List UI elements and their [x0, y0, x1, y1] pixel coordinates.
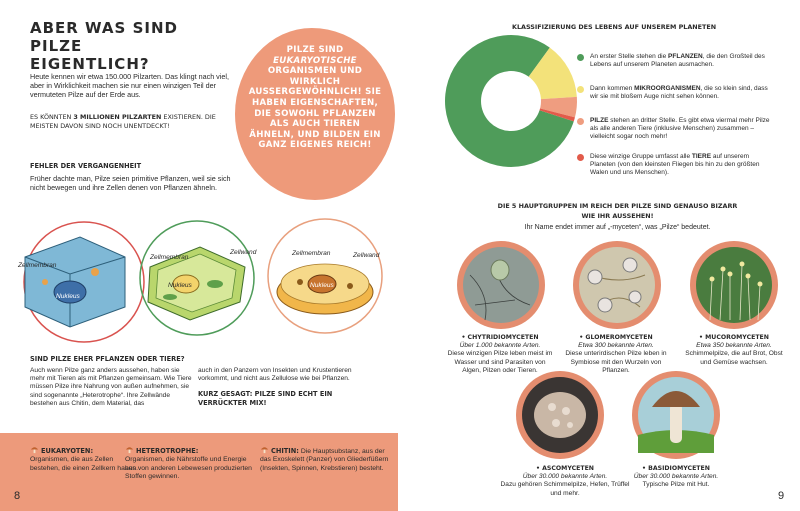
group-desc: Diese winzigen Pilze leben meist im Wasser und sind Parasiten von Algen, Pilzen oder Tieren. [447, 350, 553, 374]
groups-title-line-2: WIE IHR AUSSEHEN! [581, 212, 654, 220]
group-caption-glomeromyceten [561, 334, 671, 375]
group-caption-mucoromyceten [679, 334, 789, 367]
plant-cell-illustration [140, 221, 257, 335]
question-text-1: Auch wenn Pilze ganz anders aussehen, haben sie mehr mit Tieren als mit Pflanzen gemeinsam. Wie Tiere müssen Pilze ihre Nahrung von außen aufnehmen, sie sind sogenannte „Heterotrophe“. Ihre Zellwände bestehen aus Chitin, dem Material, das [30, 367, 192, 407]
millions-post: EXISTIEREN. DIE MEISTEN DAVON SIND NOCH UNENTDECKT! [30, 113, 216, 130]
legend-dot [577, 86, 584, 93]
groups-title-line-1: DIE 5 HAUPTGRUPPEN IM REICH DER PILZE SIND GENAUSO BIZARR [497, 202, 738, 210]
group-count: Über 30.000 bekannte Arten. [522, 473, 608, 481]
blob-post: ORGANISMEN UND WIRKLICH AUSSERGEWÖHNLICH! SIE HABEN EIGENSCHAFTEN, DIE SOWOHL PFLANZEN ALS AUCH TIEREN ÄHNELN, UND BILDEN EIN GANZ EIGENES REICH! [248, 66, 382, 151]
group-desc: Diese unterirdischen Pilze leben in Symbiose mit den Wurzeln von Pflanzen. [565, 350, 667, 374]
legend-bold: PFLANZEN [668, 53, 703, 60]
group-name-text: ASCOMYCETEN [542, 465, 594, 472]
page-title [30, 19, 230, 73]
title-line-1: ABER WAS SIND PILZE [30, 19, 178, 55]
blob-text [248, 45, 382, 151]
legend-dot [577, 118, 584, 125]
glossary-text: Die Hauptsubstanz, aus der das Exoskelett (Panzer) von Gliederfüßern (Insekten, Spinnen, Krebstieren) besteht. [260, 448, 389, 472]
legend-item-tiere [590, 153, 775, 177]
title-line-2: EIGENTLICH? [30, 55, 150, 73]
group-name: • BASIDIOMYCETEN [642, 465, 710, 472]
question-text-2: auch in den Panzern von Insekten und Krustentieren vorkommt, und nicht aus Zellulose wie bei Pflanzen. [198, 367, 352, 383]
label-nukleus-3: Nukleus [310, 282, 334, 289]
legend-dot [577, 54, 584, 61]
legend-post: stehen an dritter Stelle. Es gibt etwa viermal mehr Pilze als alle anderen Tiere (inklusive Menschen) zusammen – vielleicht sogar noch mehr! [590, 117, 770, 141]
page-number-left: 8 [14, 490, 21, 502]
label-zellwand-2: Zellwand [353, 252, 380, 259]
fungus-cell-illustration [268, 219, 382, 333]
label-nukleus-1: Nukleus [56, 293, 80, 300]
glossary-term: HETEROTROPHE: [136, 447, 199, 455]
ascomyceten-illustration [516, 371, 604, 459]
glossary-term: EUKARYOTEN: [41, 447, 94, 455]
group-count: Etwa 350 bekannte Arten. [696, 342, 772, 350]
mushroom-icon [260, 445, 269, 454]
legend-pre: Diese winzige Gruppe umfasst alle [590, 153, 692, 160]
legend-item-mikroorganismen [590, 85, 775, 101]
millions-pre: ES KÖNNTEN [30, 113, 74, 121]
label-zellmembran-3: Zellmembran [292, 250, 331, 257]
group-name: • CHYTRIDIOMYCETEN [461, 334, 539, 341]
legend-post: auf unserem Planeten (von den kleinsten Fliegen bis hin zu den größten Walen und uns Menschen). [590, 153, 760, 177]
page-number-right: 9 [778, 490, 785, 502]
legend-bold: MIKROORGANISMEN [634, 85, 701, 92]
mushroom-icon [30, 445, 39, 454]
group-caption-chytridiomyceten [445, 334, 555, 375]
glossary-text: Organismen, die aus Zellen bestehen, die einen Zellkern haben. [30, 456, 139, 472]
legend-dot [577, 154, 584, 161]
glossary-item-eukaryoten [30, 445, 140, 473]
legend-bold: TIERE [691, 153, 712, 160]
group-name-text: BASIDIOMYCETEN [648, 465, 710, 472]
groups-title [450, 201, 785, 221]
blob-pre: PILZE SIND [286, 45, 344, 55]
group-name-text: MUCOROMYCETEN [705, 334, 769, 341]
question-heading: SIND PILZE EHER PFLANZEN ODER TIERE? [30, 355, 185, 363]
basidiomyceten-illustration [632, 371, 720, 459]
summary-heading: KURZ GESAGT: PILZE SIND ECHT EIN VERRÜCKTER MIX! [198, 390, 333, 407]
glossary-item-chitin [260, 445, 390, 473]
fungal-cell-illustration [24, 222, 144, 342]
glossary-item-heterotrophe [125, 445, 255, 482]
glossary-term: CHITIN: [271, 447, 299, 455]
past-heading: FEHLER DER VERGANGENHEIT [30, 162, 142, 170]
group-name-text: GLOMEROMYCETEN [585, 334, 653, 341]
blob-italic: EUKARYOTISCHE [273, 55, 357, 66]
mucoromyceten-illustration [690, 241, 778, 329]
group-count: Über 30.000 bekannte Arten. [633, 473, 719, 481]
legend-pre: Dann kommen [590, 85, 635, 92]
label-zellwand-1: Zellwand [230, 249, 257, 256]
group-desc: Dazu gehören Schimmelpilze, Hefen, Trüffel und mehr. [500, 481, 630, 497]
glomeromyceten-illustration [573, 241, 661, 329]
past-text: Früher dachte man, Pilze seien primitive Pflanzen, weil sie sich nicht bewegen und ihre Zellen denen von Pflanzen ähneln. [30, 174, 231, 192]
group-count: Etwa 300 bekannte Arten. [578, 342, 654, 350]
group-caption-basidiomyceten [621, 465, 731, 490]
group-name: • MUCOROMYCETEN [699, 334, 769, 341]
pie-hole [481, 71, 541, 131]
glossary-text: Organismen, die Nährstoffe und Energie aus von anderen Lebewesen produzierten Stoffen gewinnen. [125, 456, 252, 481]
group-name: • ASCOMYCETEN [536, 465, 594, 472]
label-zellmembran-2: Zellmembran [150, 254, 189, 261]
group-name-text: CHYTRIDIOMYCETEN [467, 334, 539, 341]
group-caption-ascomyceten [500, 465, 630, 498]
group-desc: Typische Pilze mit Hut. [642, 481, 710, 489]
mushroom-icon [125, 445, 134, 454]
legend-pre: An erster Stelle stehen die [590, 53, 669, 60]
pie-title: KLASSIFIZIERUNG DES LEBENS AUF UNSEREM PLANETEN [512, 23, 717, 31]
cell-illustrations [0, 212, 400, 347]
millions-text [30, 113, 230, 130]
groups-subtitle: Ihr Name endet immer auf „-myceten“, was „Pilze“ bedeutet. [524, 224, 711, 231]
legend-post: , die so klein sind, dass wir sie mit bloßem Auge nicht sehen können. [590, 85, 768, 101]
legend-bold: PILZE [590, 117, 609, 124]
legend-post: , die den Großteil des Lebens auf unserem Planeten ausmachen. [590, 53, 765, 69]
group-desc: Schimmelpilze, die auf Brot, Obst und Gemüse wachsen. [685, 350, 783, 366]
chytridiomyceten-illustration [457, 241, 545, 329]
pie-chart [443, 33, 579, 169]
group-name: • GLOMEROMYCETEN [579, 334, 653, 341]
group-count: Über 1.000 bekannte Arten. [459, 342, 541, 350]
label-zellmembran-1: Zellmembran [18, 262, 57, 269]
label-nukleus-2: Nukleus [168, 282, 192, 289]
millions-bold: 3 MILLIONEN PILZARTEN [73, 113, 162, 121]
legend-item-pflanzen [590, 53, 775, 69]
legend-item-pilze [590, 117, 775, 141]
intro-text: Heute kennen wir etwa 150.000 Pilzarten. Das klingt nach viel, aber in Wirklichkeit machen sie nur einen winzigen Teil der vermuteten Pilze auf der Erde aus. [30, 72, 229, 99]
